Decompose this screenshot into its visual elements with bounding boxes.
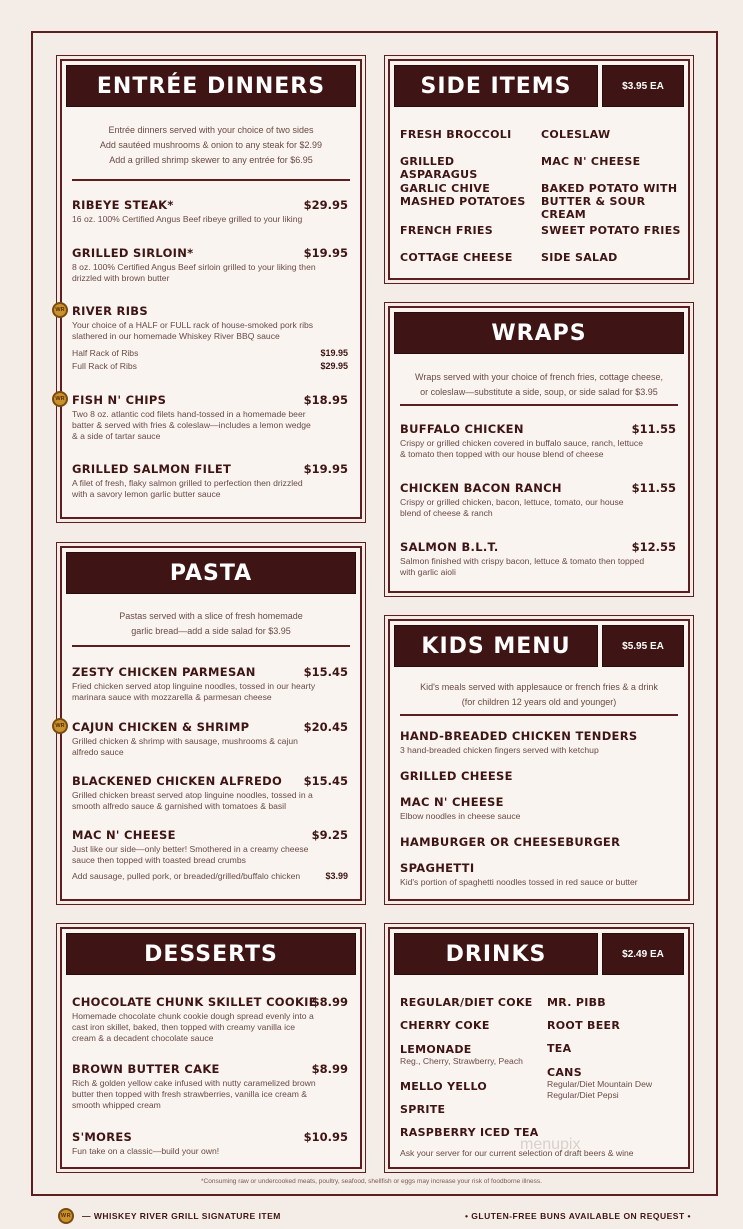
entree-divider bbox=[72, 179, 350, 181]
signature-badge-icon: WR bbox=[52, 302, 68, 318]
wraps-title: WRAPS bbox=[394, 312, 684, 354]
kids-intro: Kid's meals served with applesauce or french fries & a drink (for children 12 years old and younger) bbox=[420, 682, 658, 707]
menu-item-cajun-chicken-shrimp: CAJUN CHICKEN & SHRIMP $20.45 Grilled chicken & shrimp with sausage, mushrooms & cajun alfredo sauce bbox=[72, 720, 348, 757]
menu-item-blackened-chicken-alfredo: BLACKENED CHICKEN ALFREDO $15.45 Grilled chicken breast served atop linguine noodles, tossed in a smooth alfredo sauce & garnished with tomatoes & basil bbox=[72, 774, 348, 811]
kids-item: HAMBURGER OR CHEESEBURGER bbox=[400, 835, 621, 849]
side-item: SIDE SALAD bbox=[541, 251, 618, 264]
kids-divider bbox=[400, 714, 678, 716]
side-item: COTTAGE CHEESE bbox=[400, 251, 513, 264]
drink-item: CHERRY COKE bbox=[400, 1019, 490, 1032]
drink-item: REGULAR/DIET COKE bbox=[400, 996, 533, 1009]
desserts-panel bbox=[60, 927, 362, 1169]
side-item: SWEET POTATO FRIES bbox=[541, 224, 681, 237]
kids-item: GRILLED CHEESE bbox=[400, 769, 513, 783]
side-item: GARLIC CHIVE MASHED POTATOES bbox=[400, 182, 526, 208]
menu-item-pasta-mac-n-cheese: MAC N' CHEESE $9.25 Just like our side—only better! Smothered in a creamy cheese sauce then topped with toasted bread crumbs Add sausage, pulled pork, or breaded/grilled/buffalo chicken $3.99 bbox=[72, 828, 348, 881]
wraps-intro: Wraps served with your choice of french fries, cottage cheese, or coleslaw—substitute a side, soup, or side salad for $3.95 bbox=[415, 372, 663, 397]
menu-item-ribeye: RIBEYE STEAK* $29.95 16 oz. 100% Certified Angus Beef ribeye grilled to your liking bbox=[72, 198, 348, 224]
pasta-intro: Pastas served with a slice of fresh homemade garlic bread—add a side salad for $3.95 bbox=[119, 611, 303, 636]
watermark: menupix bbox=[520, 1136, 581, 1153]
entree-intro: Entrée dinners served with your choice of two sides Add sautéed mushrooms & onion to any steak for $2.99 Add a grilled shrimp skewer to any entrée for $6.95 bbox=[99, 125, 323, 165]
pasta-panel bbox=[55, 546, 362, 901]
footnote: *Consuming raw or undercooked meats, poultry, seafood, shellfish or eggs may increase your risk of foodborne illness. bbox=[201, 1178, 542, 1185]
drinks-panel bbox=[388, 927, 690, 1169]
kids-title: KIDS MENU bbox=[394, 625, 598, 667]
sides-title: SIDE ITEMS bbox=[394, 65, 598, 107]
kids-price: $5.95 EA bbox=[602, 625, 684, 667]
menu-item-buffalo-chicken: BUFFALO CHICKEN $11.55 Crispy or grilled chicken covered in buffalo sauce, ranch, lettuce & tomato then topped with our house blend of cheese bbox=[400, 422, 676, 459]
menu-item-zesty-chicken-parmesan: ZESTY CHICKEN PARMESAN $15.45 Fried chicken served atop linguine noodles, tossed in our hearty marinara sauce with mozzarella & parmesan cheese bbox=[72, 665, 348, 702]
half-rack: Half Rack of Ribs $19.95 bbox=[72, 348, 348, 358]
drink-item: MELLO YELLO bbox=[400, 1080, 488, 1093]
menu-item-sirloin: GRILLED SIRLOIN* $19.95 8 oz. 100% Certified Angus Beef sirloin grilled to your liking then drizzled with brown butter bbox=[72, 246, 348, 283]
pasta-divider bbox=[72, 645, 350, 647]
menu-item-chicken-bacon-ranch: CHICKEN BACON RANCH $11.55 Crispy or grilled chicken, bacon, lettuce, tomato, our house blend of cheese & ranch bbox=[400, 481, 676, 518]
sides-price: $3.95 EA bbox=[602, 65, 684, 107]
menu-item-river-ribs: RIVER RIBS Your choice of a HALF or FULL rack of house-smoked pork ribs slathered in our homemade Whiskey River BBQ sauce Half Rack of Ribs $19.95 Full Rack of Ribs $29.95 bbox=[72, 304, 348, 371]
drink-item: LEMONADE Reg., Cherry, Strawberry, Peach bbox=[400, 1043, 523, 1066]
menu-item-salmon-filet: GRILLED SALMON FILET $19.95 A filet of fresh, flaky salmon grilled to perfection then drizzled with a savory lemon garlic butter sauce bbox=[72, 462, 348, 499]
kids-item: SPAGHETTI Kid's portion of spaghetti noodles tossed in red sauce or butter bbox=[400, 861, 638, 887]
wraps-divider bbox=[400, 404, 678, 406]
side-item: GRILLED ASPARAGUS bbox=[400, 155, 478, 181]
menu-item-smores: S'MORES $10.95 Fun take on a classic—build your own! bbox=[72, 1130, 348, 1156]
side-item: FRESH BROCCOLI bbox=[400, 128, 512, 141]
drink-item: ROOT BEER bbox=[547, 1019, 621, 1032]
side-item: BAKED POTATO WITH BUTTER & SOUR CREAM bbox=[541, 182, 678, 221]
drink-item: MR. PIBB bbox=[547, 996, 606, 1009]
sides-panel bbox=[388, 59, 690, 280]
drink-item: SPRITE bbox=[400, 1103, 446, 1116]
full-rack: Full Rack of Ribs $29.95 bbox=[72, 361, 348, 371]
signature-legend: WR — WHISKEY RIVER GRILL SIGNATURE ITEM bbox=[58, 1208, 281, 1224]
drinks-title: DRINKS bbox=[394, 933, 598, 975]
signature-badge-icon: WR bbox=[52, 391, 68, 407]
gluten-free-note: • GLUTEN-FREE BUNS AVAILABLE ON REQUEST • bbox=[464, 1211, 691, 1221]
drink-item: TEA bbox=[547, 1042, 572, 1055]
menu-item-fish-n-chips: FISH N' CHIPS $18.95 Two 8 oz. atlantic cod filets hand-tossed in a homemade beer batter & served with fries & coleslaw—includes a lemon wedge & a side of tartar sauce bbox=[72, 393, 348, 441]
menu-item-brown-butter-cake: BROWN BUTTER CAKE $8.99 Rich & golden yellow cake infused with nutty caramelized brown butter then topped with fresh strawberries, vanilla ice cream & smooth whipped cream bbox=[72, 1062, 348, 1110]
drinks-price: $2.49 EA bbox=[602, 933, 684, 975]
kids-panel bbox=[388, 619, 690, 901]
side-item: MAC N' CHEESE bbox=[541, 155, 641, 168]
kids-item: HAND-BREADED CHICKEN TENDERS 3 hand-breaded chicken fingers served with ketchup bbox=[400, 729, 638, 755]
entree-title: ENTRÉE DINNERS bbox=[66, 65, 356, 107]
entree-panel bbox=[55, 59, 362, 519]
side-item: COLESLAW bbox=[541, 128, 611, 141]
pasta-addon: Add sausage, pulled pork, or breaded/grilled/buffalo chicken $3.99 bbox=[72, 871, 348, 881]
drink-item: RASPBERRY ICED TEA bbox=[400, 1126, 539, 1139]
pasta-title: PASTA bbox=[66, 552, 356, 594]
wraps-panel bbox=[388, 306, 690, 593]
kids-item: MAC N' CHEESE Elbow noodles in cheese sauce bbox=[400, 795, 521, 821]
drinks-note: Ask your server for our current selection of draft beers & wine bbox=[400, 1148, 634, 1158]
side-item: FRENCH FRIES bbox=[400, 224, 493, 237]
menu-item-salmon-blt: SALMON B.L.T. $12.55 Salmon finished with crispy bacon, lettuce & tomato then topped with garlic aioli bbox=[400, 540, 676, 577]
signature-badge-icon: WR bbox=[58, 1208, 74, 1224]
drink-item: CANS Regular/Diet Mountain Dew Regular/Diet Pepsi bbox=[547, 1066, 653, 1100]
menu-item-skillet-cookie: CHOCOLATE CHUNK SKILLET COOKIE $8.99 Homemade chocolate chunk cookie dough spread evenly into a cast iron skillet, baked, then topped with creamy vanilla ice cream & a decadent chocolate sauce bbox=[72, 995, 348, 1043]
signature-badge-icon: WR bbox=[52, 718, 68, 734]
desserts-title: DESSERTS bbox=[66, 933, 356, 975]
